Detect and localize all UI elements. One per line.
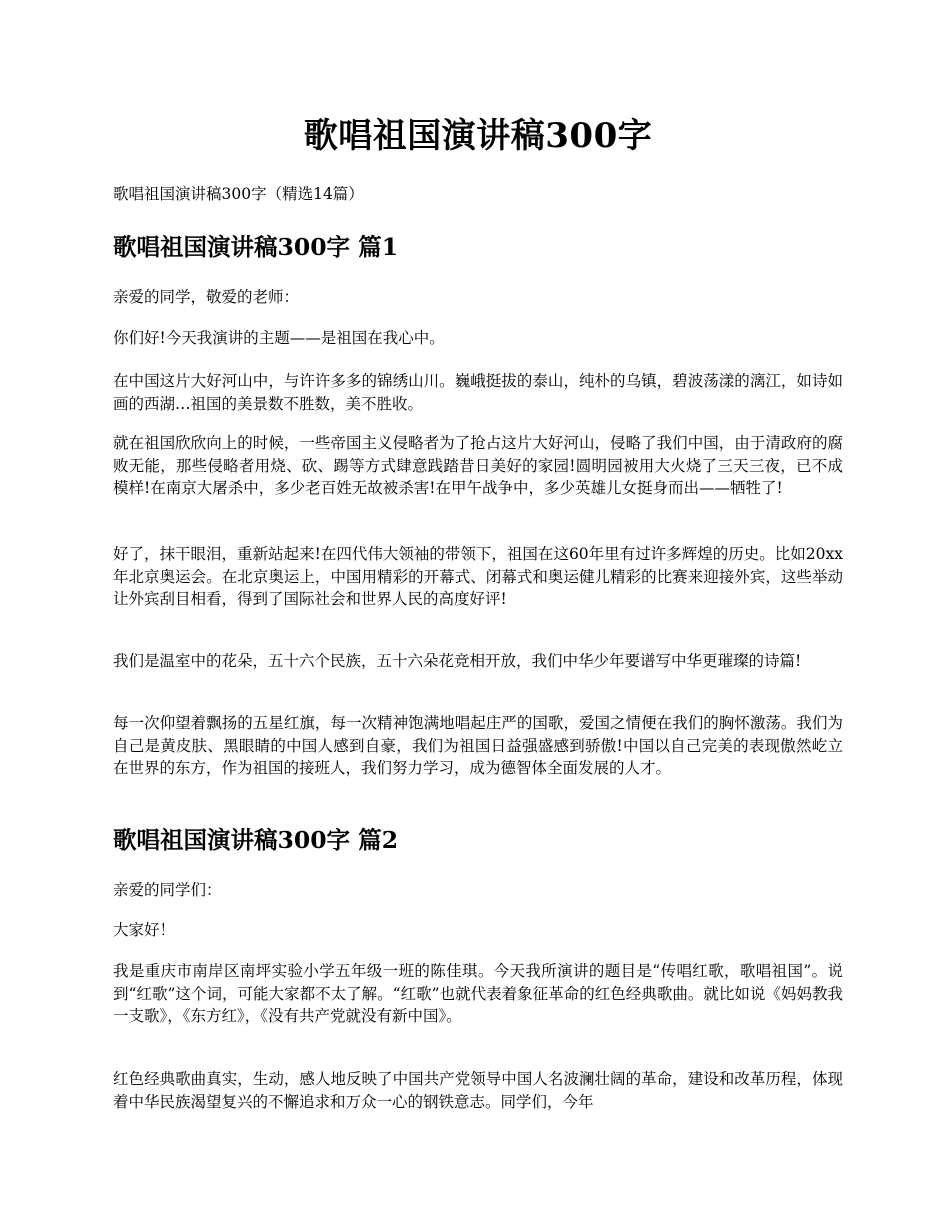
paragraph: 亲爱的同学们： xyxy=(113,881,222,899)
paragraph: 亲爱的同学，敬爱的老师： xyxy=(113,288,300,306)
paragraph: 红色经典歌曲真实，生动，感人地反映了中国共产党领导中国人名波澜壮阔的革命，建设和改革历程，体现着中华民族渴望复兴的不懈追求和万众一心的钢铁意志。同学们，今年 xyxy=(113,1070,843,1111)
section-heading: 歌唱祖国演讲稿300字 篇1 xyxy=(113,233,399,261)
document-title: 歌唱祖国演讲稿300字 xyxy=(303,116,653,156)
section-heading: 歌唱祖国演讲稿300字 篇2 xyxy=(113,826,399,854)
paragraph: 每一次仰望着飘扬的五星红旗，每一次精神饱满地唱起庄严的国歌，爱国之情便在我们的胸怀激荡。我们为自己是黄皮肤、黑眼睛的中国人感到自豪，我们为祖国日益强盛感到骄傲!中国以自己完美的表现傲然屹立在世界的东方，作为祖国的接班人，我们努力学习，成为德智体全面发展的人才。 xyxy=(113,714,843,777)
paragraph: 好了，抹干眼泪，重新站起来!在四代伟大领袖的带领下，祖国在这60年里有过许多辉煌的历史。比如20xx年北京奥运会。在北京奥运上，中国用精彩的开幕式、闭幕式和奥运健儿精彩的比赛来迎接外宾，这些举动让外宾刮目相看，得到了国际社会和世界人民的高度好评! xyxy=(113,545,843,608)
paragraph: 你们好!今天我演讲的主题——是祖国在我心中。 xyxy=(113,329,445,347)
paragraph: 就在祖国欣欣向上的时候，一些帝国主义侵略者为了抢占这片大好河山，侵略了我们中国，由于清政府的腐败无能，那些侵略者用烧、砍、踢等方式肆意践踏昔日美好的家园!圆明园被用大火烧了三天三夜，已不成模样!在南京大屠杀中，多少老百姓无故被杀害!在甲午战争中，多少英雄儿女挺身而出——牺牲了! xyxy=(113,434,843,497)
paragraph: 在中国这片大好河山中，与许许多多的锦绣山川。巍峨挺拔的泰山，纯朴的乌镇，碧波荡漾的漓江，如诗如画的西湖…祖国的美景数不胜数，美不胜收。 xyxy=(113,372,843,413)
paragraph: 我是重庆市南岸区南坪实验小学五年级一班的陈佳琪。今天我所演讲的题目是“传唱红歌，歌唱祖国”。说到“红歌”这个词，可能大家都不太了解。“红歌”也就代表着象征革命的红色经典歌曲。就比如说《妈妈教我一支歌》，《东方红》，《没有共产党就没有新中国》。 xyxy=(113,962,843,1025)
paragraph: 大家好！ xyxy=(113,921,176,939)
document-subtitle: 歌唱祖国演讲稿300字（精选14篇） xyxy=(113,185,364,203)
paragraph: 我们是温室中的花朵，五十六个民族，五十六朵花竞相开放，我们中华少年要谱写中华更璀璨的诗篇! xyxy=(113,652,802,670)
